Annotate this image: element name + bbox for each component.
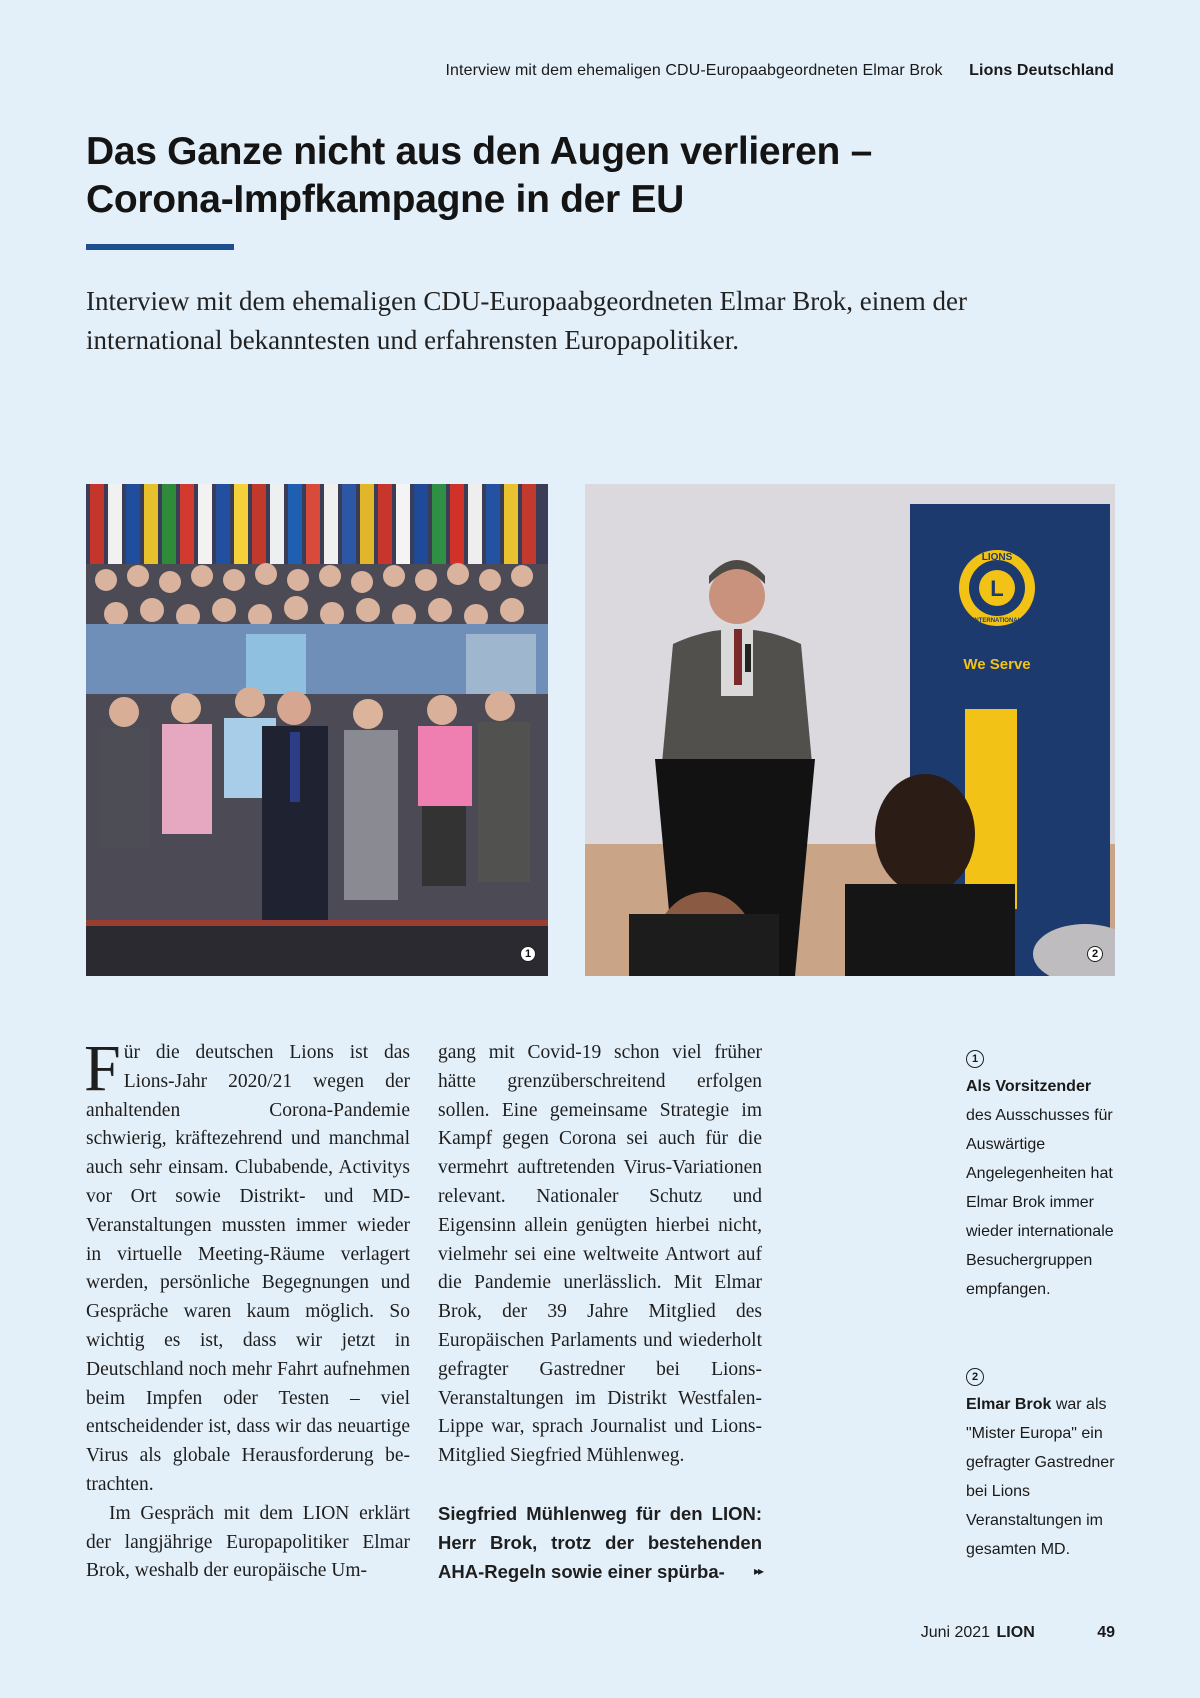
- photo-caption-2: [966, 1361, 1126, 1564]
- group-photo-image: [86, 484, 548, 976]
- running-header-topic: Interview mit dem ehemaligen CDU-Europaabgeordneten Elmar Brok: [445, 62, 943, 79]
- body-paragraph: Im Gespräch mit dem LION erklärt der langjährige Europapolitiker Elmar Brok, weshalb der europäische Um-: [86, 1502, 410, 1582]
- body-column-1: [84, 1032, 410, 1586]
- caption-lead: Elmar Brok: [966, 1396, 1052, 1413]
- caption-text: war als "Mister Europa" ein gefragter Gastredner bei Lions Veranstaltungen im gesamten MD.: [966, 1396, 1115, 1558]
- body-paragraph: gang mit Covid-19 schon viel früher hätte grenzüberschreitend erfolgen sollen. Eine gemeinsame Strategie im Kampf gegen Corona sei auch für die vermehrt auftretenden Virus-Variationen relevant. Nationaler Schutz und Eigensinn allein genügten hierbei nicht, vielmehr sei eine weltweite Antwort auf die Pandemie unerlässlich. Mit Elmar Brok, der 39 Jahre Mitglied des Europäischen Parlaments und wiederholt gefragter Gastredner bei Lions-Veranstaltungen im Distrikt Westfalen-Lippe war, sprach Journalist und Lions-Mitglied Siegfried Mühlenweg.: [438, 1042, 762, 1467]
- speaker-photo: [585, 484, 1115, 976]
- banner-logo-ring: INTERNATIONAL: [972, 618, 1022, 624]
- footer-issue: Juni 2021: [920, 1624, 991, 1641]
- caption-text: des Ausschusses für Auswärtige Angelegenheiten hat Elmar Brok immer wieder internationale Besuchergruppen empfangen.: [966, 1107, 1114, 1298]
- continue-arrow-icon: ▸▸: [753, 1563, 762, 1578]
- footer-magazine: LION: [996, 1624, 1035, 1641]
- article-title: [86, 128, 1086, 224]
- photo-caption-1: [966, 1043, 1126, 1304]
- group-photo: [86, 484, 548, 976]
- article-title-line2: Corona-Impfkampagne in der EU: [86, 178, 685, 221]
- interview-question: [438, 1499, 762, 1586]
- drop-cap: F: [84, 1032, 121, 1105]
- caption-number-badge: 2: [966, 1368, 984, 1386]
- title-underline: [86, 244, 234, 250]
- speaker-photo-image: [585, 484, 1115, 976]
- photo-number-badge: 2: [1087, 946, 1103, 962]
- caption-number-badge: 1: [966, 1050, 984, 1068]
- article-intro: Interview mit dem ehemaligen CDU-Europaabgeordneten Elmar Brok, einem der international bekanntesten und erfahrensten Europapolitiker.: [86, 286, 967, 355]
- body-column-2: [438, 1039, 762, 1586]
- caption-lead: Als Vorsitzender: [966, 1078, 1092, 1095]
- page-number: 49: [1097, 1624, 1115, 1641]
- banner-motto: We Serve: [963, 656, 1031, 673]
- banner-logo-text: LIONS: [981, 552, 1013, 563]
- interview-question-text: Siegfried Mühlenweg für den LION: Herr Brok, trotz der bestehenden AHA-Regeln sowie einer spürba-: [438, 1502, 762, 1582]
- running-header: [446, 62, 1114, 80]
- banner-logo-letter: L: [990, 576, 1004, 601]
- article-title-line1: Das Ganze nicht aus den Augen verlieren –: [86, 130, 873, 173]
- page-footer: [921, 1624, 1115, 1642]
- body-paragraph-text: ür die deutschen Lions ist das Lions-Jahr 2020/21 wegen der anhaltenden Corona-Pandemie schwierig, kräftezehrend und manchmal auch sehr einsam. Clubabende, Activitys vor Ort sowie Distrikt- und MD-Veranstaltungen mussten immer wieder in virtuelle Meeting-Räume verlagert werden, persönliche Begegnungen und Gespräche waren kaum möglich. So wichtig es ist, dass wir jetzt in Deutschland noch mehr Fahrt aufnehmen beim Impfen oder Testen – viel entscheidender ist, dass wir das neuartige Virus als globale Herausforderung betrachten.: [86, 1042, 410, 1495]
- body-paragraph: [84, 1032, 410, 1500]
- running-header-section: Lions Deutschland: [969, 62, 1114, 79]
- crowd: [86, 563, 548, 926]
- photo-number-badge: 1: [520, 946, 536, 962]
